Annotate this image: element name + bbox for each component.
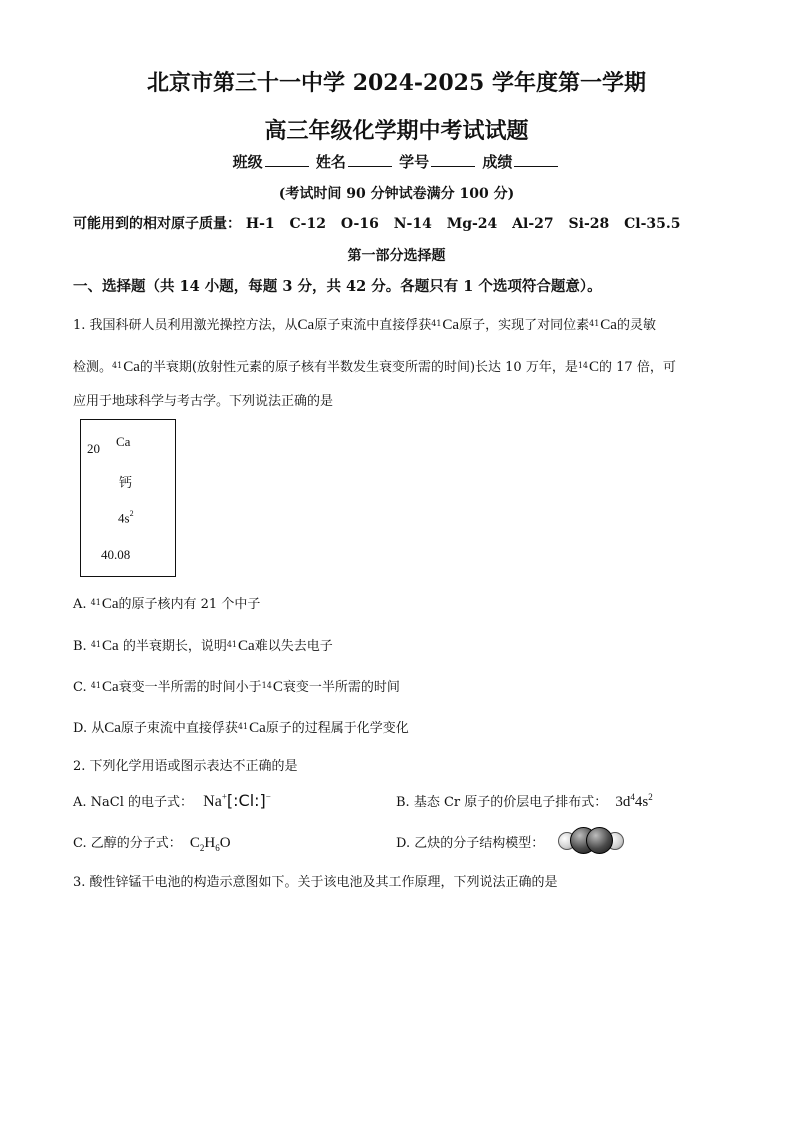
exam-title: 北京市第三十一中学 2024-2025 学年度第一学期 xyxy=(147,70,646,96)
formula-part: C xyxy=(189,835,200,851)
atomic-mass-item: O-16 xyxy=(340,216,379,232)
q1-isotope-mass: 41 xyxy=(431,319,442,328)
q1-ca-symbol: Ca xyxy=(238,638,255,654)
nacl-electron-formula xyxy=(203,793,271,810)
student-info-fields xyxy=(0,151,793,172)
q1-c-symbol: C xyxy=(272,679,283,695)
orbital-sup: 2 xyxy=(648,792,653,802)
class-label: 班级 xyxy=(232,153,263,171)
name-blank[interactable] xyxy=(348,152,392,167)
plus-charge: + xyxy=(221,791,227,802)
q1-text: 原子束流中直接俘获 xyxy=(314,318,432,333)
element-name: 钙 xyxy=(119,476,133,491)
exam-subtitle: 高三年级化学期中考试试题 xyxy=(264,118,529,144)
config-text: 4s xyxy=(118,510,130,526)
q1-ca-symbol: Ca xyxy=(600,317,617,333)
q2-option-c[interactable] xyxy=(73,832,231,853)
q1-ca-symbol: Ca xyxy=(102,638,119,654)
atomic-mass-item: C-12 xyxy=(289,216,326,232)
option-text: A. NaCl 的电子式： xyxy=(73,795,194,810)
q1-ca-symbol: Ca xyxy=(101,679,119,695)
score-label: 成绩 xyxy=(482,153,513,171)
formula-subscript: 6 xyxy=(215,843,220,853)
atomic-mass-item: Al-27 xyxy=(512,216,554,232)
atomic-mass-label: 可能用到的相对原子质量： xyxy=(73,216,241,232)
option-text: 的原子核内有 21 个中子 xyxy=(118,597,261,612)
q1-isotope-mass: 14 xyxy=(261,681,272,690)
q1-line1 xyxy=(73,314,656,334)
q1-isotope-mass: 41 xyxy=(226,640,238,649)
cr-electron-config xyxy=(615,794,652,810)
q1-ca-symbol: Ca xyxy=(123,359,140,375)
acetylene-model-image xyxy=(558,826,624,854)
atomic-number: 20 xyxy=(87,441,100,456)
q1-option-c[interactable] xyxy=(73,676,400,696)
exam-time-note: (考试时间 90 分钟试卷满分 100 分) xyxy=(278,186,515,202)
q1-option-a[interactable] xyxy=(73,593,260,613)
q1-isotope-mass: 41 xyxy=(237,722,249,731)
minus-charge: − xyxy=(265,791,271,802)
part-title: 第一部分选择题 xyxy=(347,248,446,264)
class-blank[interactable] xyxy=(265,152,309,167)
option-text: C. 乙醇的分子式： xyxy=(73,836,182,851)
option-text: 原子的过程属于化学变化 xyxy=(265,721,409,736)
q2-option-d[interactable] xyxy=(396,832,544,851)
carbon-atom-right xyxy=(586,827,613,854)
score-blank[interactable] xyxy=(514,152,558,167)
q1-isotope-mass: 41 xyxy=(90,640,102,649)
atomic-mass-item: H-1 xyxy=(245,216,275,232)
q3-stem: 3. 酸性锌锰干电池的构造示意图如下。关于该电池及其工作原理，下列说法正确的是 xyxy=(73,875,558,890)
q1-option-d[interactable] xyxy=(73,717,409,737)
orbital-4s: 4s xyxy=(634,794,649,810)
q2-option-b[interactable] xyxy=(396,791,653,811)
q1-ca-symbol: Ca xyxy=(104,720,121,736)
q1-line2 xyxy=(73,356,676,376)
q1-ca-symbol: Ca xyxy=(249,720,266,736)
formula-part: H xyxy=(204,835,216,851)
q1-isotope-mass: 41 xyxy=(589,319,600,328)
q1-text: 的灵敏 xyxy=(616,318,656,333)
cl-bracket: [:Cl:] xyxy=(226,791,266,810)
atomic-mass-item: Cl-35.5 xyxy=(624,216,681,232)
q1-text: 1. 我国科研人员利用激光操控方法，从 xyxy=(73,318,298,333)
student-id-blank[interactable] xyxy=(431,152,475,167)
atomic-masses-line xyxy=(73,213,691,233)
q1-ca-symbol: Ca xyxy=(297,317,315,333)
q1-isotope-mass: 14 xyxy=(577,361,589,370)
atomic-mass: 40.08 xyxy=(101,547,131,562)
option-text: B. 基态 Cr 原子的价层电子排布式： xyxy=(396,795,608,810)
option-text: 衰变一半所需的时间 xyxy=(282,680,400,695)
student-id-label: 学号 xyxy=(399,153,430,171)
q1-isotope-mass: 41 xyxy=(90,598,101,607)
q1-text: 检测。 xyxy=(73,360,113,375)
calcium-element-card xyxy=(80,419,176,577)
q1-text: 原子，实现了对同位素 xyxy=(459,318,590,333)
option-label: B. xyxy=(73,639,87,654)
q1-ca-symbol: Ca xyxy=(101,596,119,612)
q1-ca-symbol: Ca xyxy=(442,317,460,333)
option-text: 原子束流中直接俘获 xyxy=(120,721,238,736)
option-label: D. 从 xyxy=(73,721,105,736)
q1-isotope-mass: 41 xyxy=(112,361,123,370)
atomic-mass-item: N-14 xyxy=(393,216,432,232)
q1-text: 的 17 倍，可 xyxy=(599,360,676,375)
option-text: 衰变一半所需的时间小于 xyxy=(118,680,262,695)
option-label: A. xyxy=(73,597,87,612)
formula-part: O xyxy=(219,835,231,851)
q1-c-symbol: C xyxy=(589,359,600,375)
config-superscript: 2 xyxy=(129,509,134,518)
formula-subscript: 2 xyxy=(199,843,205,853)
orbital-3d: 3d xyxy=(615,794,631,810)
element-symbol: Ca xyxy=(116,434,131,449)
option-text: 的半衰期长，说明 xyxy=(122,639,227,654)
option-text: 难以失去电子 xyxy=(254,639,333,654)
q2-option-a[interactable] xyxy=(73,791,271,811)
q1-line3: 应用于地球科学与考古学。下列说法正确的是 xyxy=(73,394,334,409)
option-text: D. 乙炔的分子结构模型： xyxy=(396,836,545,851)
atomic-mass-item: Si-28 xyxy=(568,216,610,232)
name-label: 姓名 xyxy=(315,153,346,171)
na-symbol: Na xyxy=(203,793,222,810)
q1-isotope-mass: 41 xyxy=(90,681,101,690)
option-label: C. xyxy=(73,680,87,695)
orbital-sup: 4 xyxy=(630,792,635,802)
q1-option-b[interactable] xyxy=(73,635,333,655)
section-title: 一、选择题（共 14 小题，每题 3 分，共 42 分。各题只有 1 个选项符合题意）。 xyxy=(73,278,602,295)
q1-text: 的半衰期(放射性元素的原子核有半数发生衰变所需的时间)长达 10 万年，是 xyxy=(139,360,578,375)
atomic-mass-item: Mg-24 xyxy=(446,216,498,232)
q2-stem: 2. 下列化学用语或图示表达不正确的是 xyxy=(73,759,298,774)
ethanol-formula xyxy=(190,835,231,851)
electron-config xyxy=(118,510,134,526)
